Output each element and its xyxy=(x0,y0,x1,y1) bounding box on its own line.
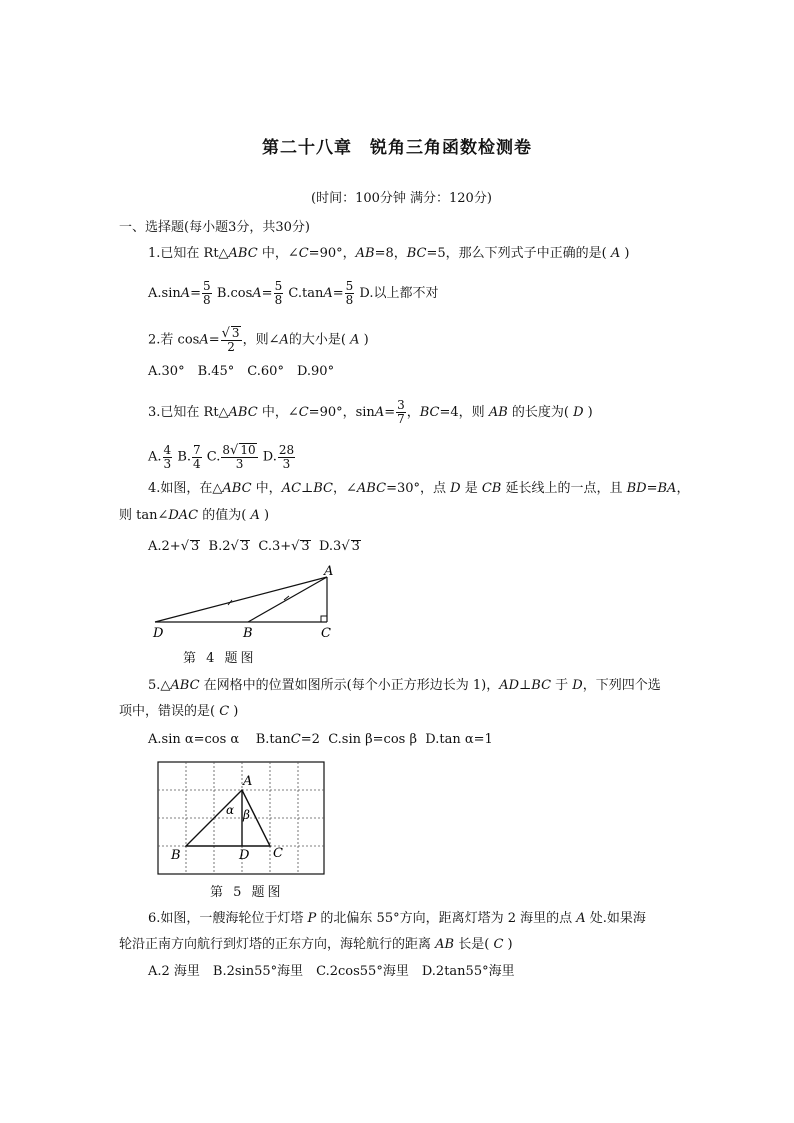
answer: C xyxy=(489,937,508,952)
label-alpha: α xyxy=(226,803,235,817)
question-4-stem-line2: 则 tan∠DAC 的值为( A ) xyxy=(119,508,270,523)
label-C: C xyxy=(321,626,331,641)
question-5-stem-line2: 项中，错误的是( C ) xyxy=(119,704,239,719)
question-1-options: A.sinA= $\frac{5}{8}$ B.cosA= $\frac{5}{8}$ C.tanA= $\frac{5}{8}$ D.以上都不对 xyxy=(148,279,439,307)
figure-5 xyxy=(157,761,327,877)
answer: D xyxy=(568,405,588,420)
question-5-stem-line1: 5.△ABC 在网格中的位置如图所示(每个小正方形边长为 1)，AD⊥BC 于 D，下列四个选 xyxy=(148,678,661,693)
answer: A xyxy=(606,246,625,261)
question-6-options: A.2 海里 B.2sin55°海里 C.2cos55°海里 D.2tan55°海里 xyxy=(148,964,515,979)
figure-4 xyxy=(140,562,350,644)
line-DA xyxy=(155,577,327,622)
question-6-stem-line2: 轮沿正南方向航行到灯塔的正东方向，海轮航行的距离 AB 长是( C ) xyxy=(119,937,513,952)
label-B: B xyxy=(171,848,181,863)
answer: C xyxy=(215,704,234,719)
label-D: D xyxy=(239,848,250,863)
answer: A xyxy=(246,508,265,523)
question-2-stem: 2.若 cosA= $\frac{√ 3}{2}$ ，则∠A的大小是( A ) xyxy=(148,326,369,354)
figure-4-caption: 第 4 题图 xyxy=(183,651,257,666)
question-2-options: A.30° B.45° C.60° D.90° xyxy=(148,364,335,379)
exam-info: (时间：100分钟 满分：120分) xyxy=(311,191,492,206)
label-D: D xyxy=(153,626,164,641)
question-1-stem: 1.已知在 Rt△ABC 中，∠C=90°，AB=8，BC=5，那么下列式子中正确的是( A ) xyxy=(148,246,630,261)
question-4-options: A.2+√ 3 B.2√ 3 C.3+√ 3 D.3√ 3 xyxy=(148,539,360,554)
label-B: B xyxy=(243,626,253,641)
question-4-stem-line1: 4.如图，在△ABC 中，AC⊥BC，∠ABC=30°，点 D 是 CB 延长线上的一点，且 BD=BA， xyxy=(148,481,690,496)
right-angle-mark xyxy=(321,616,327,622)
line-BA xyxy=(248,577,327,622)
label-C: C xyxy=(273,846,283,861)
answer: A xyxy=(345,332,364,348)
question-3-stem: 3.已知在 Rt△ABC 中，∠C=90°，sinA= $\frac{3}{7}$ ，BC=4，则 AB 的长度为( D ) xyxy=(148,398,593,426)
figure-5-caption: 第 5 题图 xyxy=(210,885,284,900)
section-heading: 一、选择题(每小题3分，共30分) xyxy=(119,220,310,235)
question-5-options: A.sin α=cos α B.tanC=2 C.sin β=cos β D.tan α=1 xyxy=(148,732,493,747)
page-title: 第二十八章 锐角三角函数检测卷 xyxy=(262,138,532,158)
label-beta: β xyxy=(243,808,250,822)
label-A: A xyxy=(243,774,253,789)
label-A: A xyxy=(324,564,334,579)
question-3-options: A. $\frac{4}{3}$ B. $\frac{7}{4}$ C. $\frac{8√ 10}{3}$ D. $\frac{28}{3}$ xyxy=(148,442,295,471)
question-6-stem-line1: 6.如图，一艘海轮位于灯塔 P 的北偏东 55°方向，距离灯塔为 2 海里的点 A 处.如果海 xyxy=(148,911,646,926)
